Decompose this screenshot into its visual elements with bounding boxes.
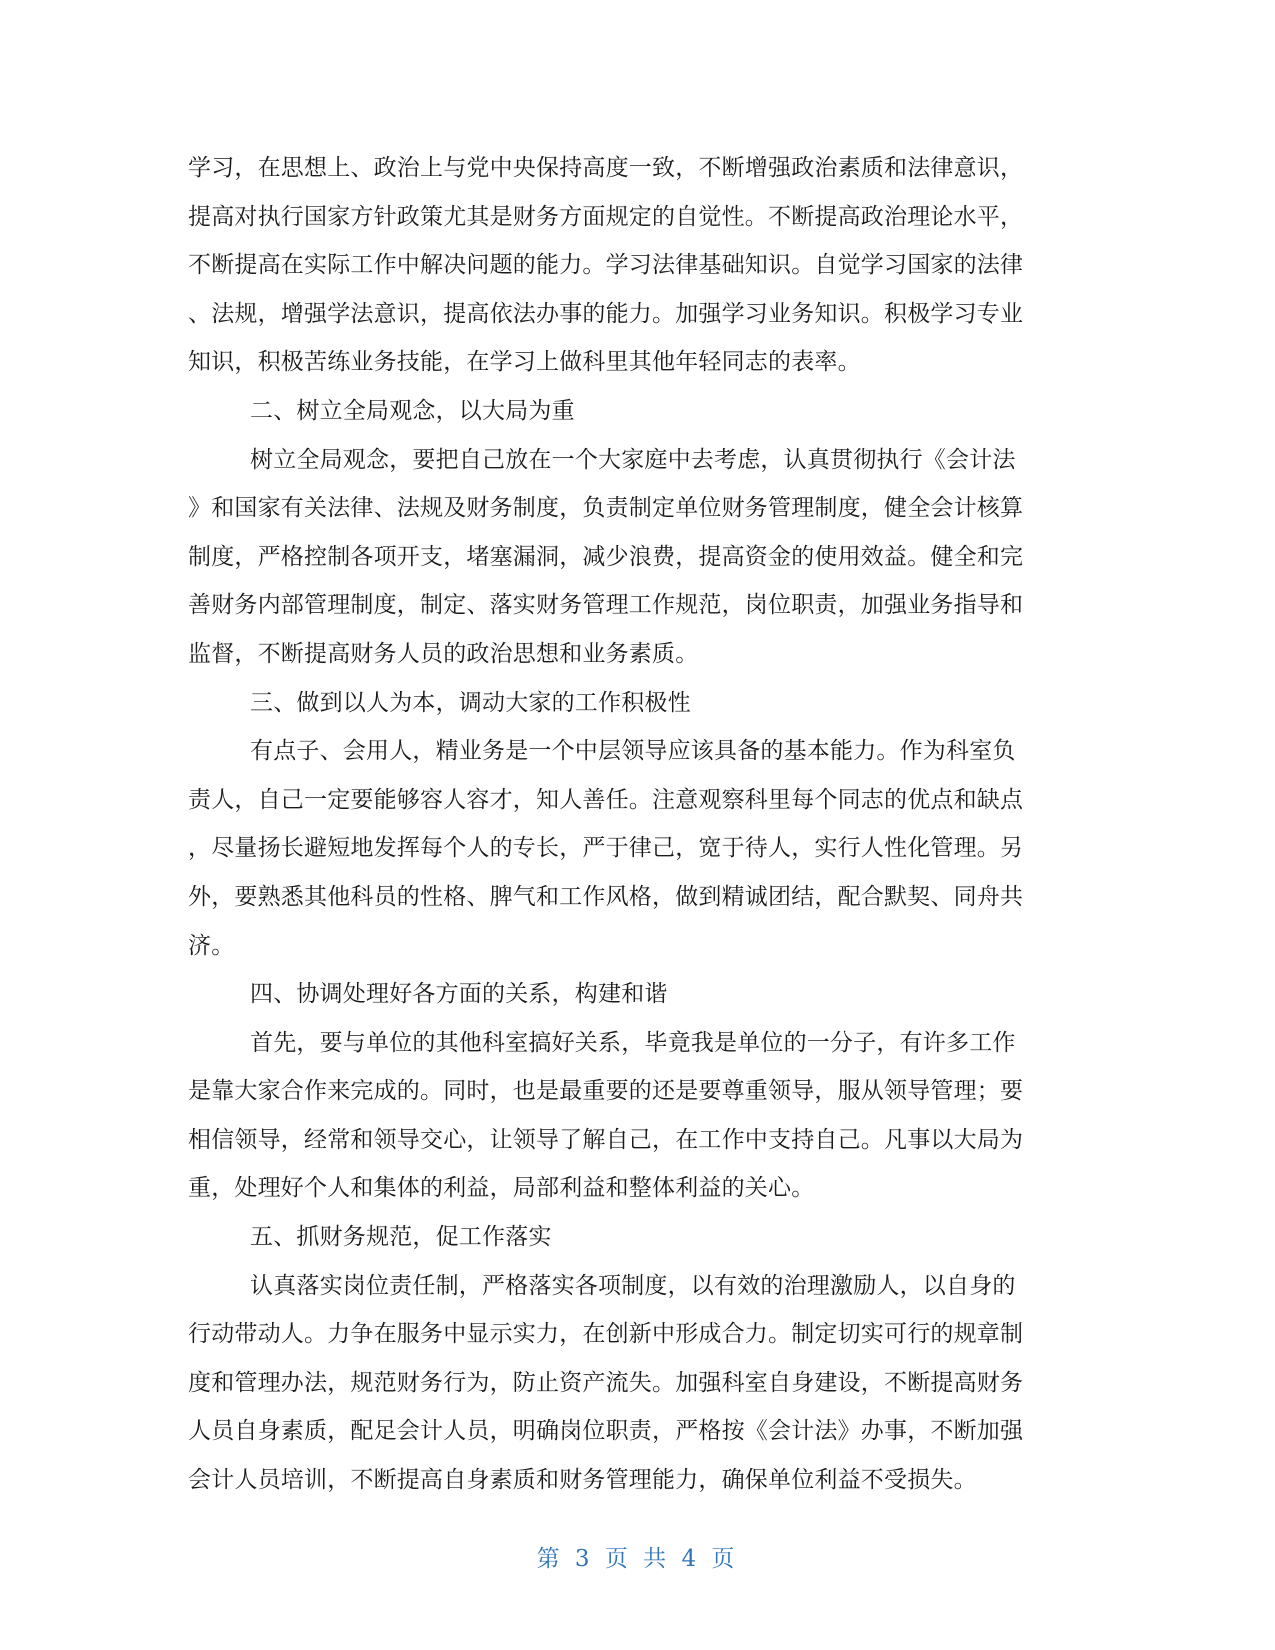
paragraph-line: 人员自身素质，配足会计人员，明确岗位职责，严格按《会计法》办事，不断加强	[188, 1418, 1024, 1445]
paragraph-line: 重，处理好个人和集体的利益，局部利益和整体利益的关心。	[188, 1175, 815, 1202]
paragraph-line: 制度，严格控制各项开支，堵塞漏洞，减少浪费，提高资金的使用效益。健全和完	[188, 543, 1024, 570]
paragraph-first-line: 五、抓财务规范，促工作落实	[250, 1224, 552, 1251]
paragraph-first-line: 四、协调处理好各方面的关系，构建和谐	[250, 981, 668, 1008]
paragraph-line: 善财务内部管理制度，制定、落实财务管理工作规范，岗位职责，加强业务指导和	[188, 592, 1024, 619]
paragraph-line: 济。	[188, 932, 235, 959]
paragraph-line: 是靠大家合作来完成的。同时，也是最重要的还是要尊重领导，服从领导管理；要	[188, 1078, 1024, 1105]
paragraph-first-line: 有点子、会用人，精业务是一个中层领导应该具备的基本能力。作为科室负	[250, 738, 1016, 765]
paragraph-line: 》和国家有关法律、法规及财务制度，负责制定单位财务管理制度，健全会计核算	[188, 495, 1024, 522]
paragraph-first-line: 首先，要与单位的其他科室搞好关系，毕竟我是单位的一分子，有许多工作	[250, 1029, 1016, 1056]
paragraph-line: 相信领导，经常和领导交心，让领导了解自己，在工作中支持自己。凡事以大局为	[188, 1126, 1024, 1153]
paragraph-first-line: 三、做到以人为本，调动大家的工作积极性	[250, 689, 691, 716]
paragraph-line: 责人，自己一定要能够容人容才，知人善任。注意观察科里每个同志的优点和缺点	[188, 786, 1024, 813]
paragraph-line: 、法规，增强学法意识，提高依法办事的能力。加强学习业务知识。积极学习专业	[188, 300, 1024, 327]
paragraph-first-line: 树立全局观念，要把自己放在一个大家庭中去考虑，认真贯彻执行《会计法	[250, 446, 1016, 473]
paragraph-first-line: 认真落实岗位责任制，严格落实各项制度，以有效的治理激励人，以自身的	[250, 1272, 1016, 1299]
paragraph-line: 行动带动人。力争在服务中显示实力，在创新中形成合力。制定切实可行的规章制	[188, 1321, 1024, 1348]
page-footer: 第 3 页 共 4 页	[536, 1546, 739, 1572]
paragraph-line: 不断提高在实际工作中解决问题的能力。学习法律基础知识。自觉学习国家的法律	[188, 252, 1024, 279]
paragraph-line: 提高对执行国家方针政策尤其是财务方面规定的自觉性。不断提高政治理论水平，	[188, 203, 1024, 230]
paragraph-line: 知识，积极苦练业务技能，在学习上做科里其他年轻同志的表率。	[188, 349, 861, 376]
paragraph-line: 会计人员培训，不断提高自身素质和财务管理能力，确保单位利益不受损失。	[188, 1467, 977, 1494]
paragraph-line: 度和管理办法，规范财务行为，防止资产流失。加强科室自身建设，不断提高财务	[188, 1369, 1024, 1396]
paragraph-line: 监督，不断提高财务人员的政治思想和业务素质。	[188, 640, 699, 667]
paragraph-line: 学习，在思想上、政治上与党中央保持高度一致，不断增强政治素质和法律意识，	[188, 155, 1024, 181]
paragraph-first-line: 二、树立全局观念，以大局为重	[250, 397, 575, 424]
paragraph-line: 外，要熟悉其他科员的性格、脾气和工作风格，做到精诚团结，配合默契、同舟共	[188, 883, 1024, 910]
document-body	[188, 144, 1083, 1505]
paragraph-line: ，尽量扬长避短地发挥每个人的专长，严于律己，宽于待人，实行人性化管理。另	[188, 835, 1024, 862]
